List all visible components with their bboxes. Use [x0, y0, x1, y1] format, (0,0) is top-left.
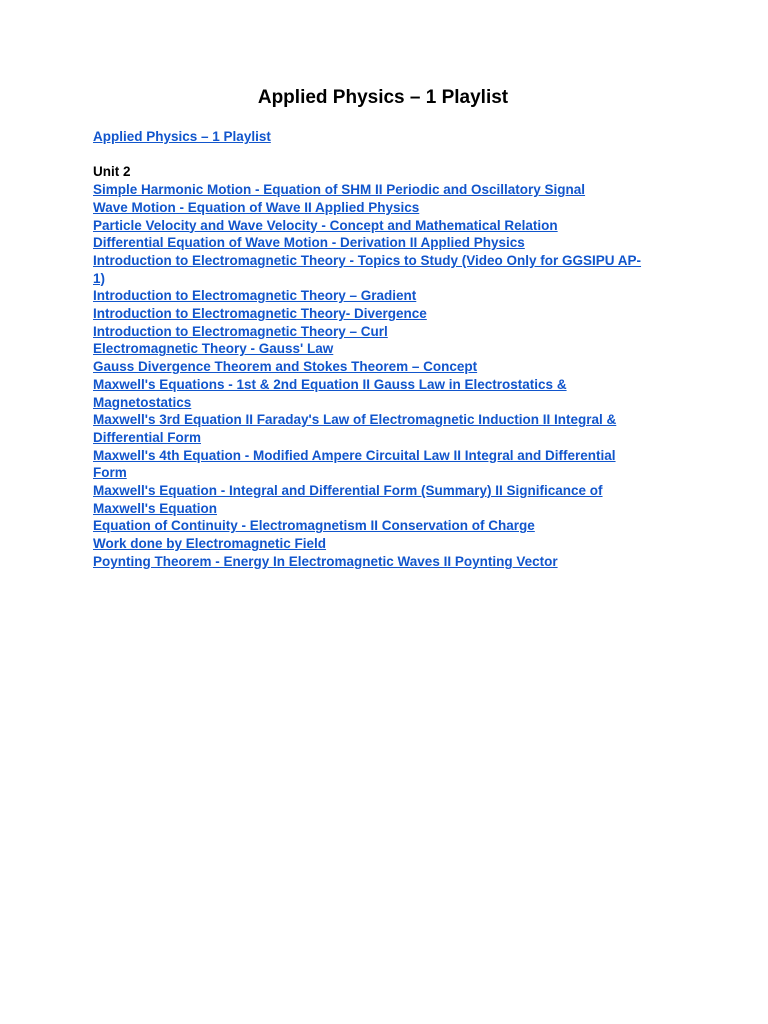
- list-item: [93, 305, 653, 323]
- video-link[interactable]: Particle Velocity and Wave Velocity - Concept and Mathematical Relation: [93, 217, 558, 233]
- list-item: [93, 553, 653, 571]
- video-link[interactable]: Equation of Continuity - Electromagnetism II Conservation of Charge: [93, 518, 535, 534]
- video-link[interactable]: Introduction to Electromagnetic Theory- Divergence: [93, 306, 427, 322]
- video-link[interactable]: Introduction to Electromagnetic Theory - Topics to Study (Video Only for GGSIPU AP-1): [93, 252, 642, 286]
- video-link[interactable]: Poynting Theorem - Energy In Electromagnetic Waves II Poynting Vector: [93, 553, 558, 569]
- section-heading: Unit 2: [93, 164, 131, 180]
- list-item: [93, 411, 653, 446]
- video-link[interactable]: Electromagnetic Theory - Gauss' Law: [93, 341, 334, 357]
- video-link[interactable]: Differential Equation of Wave Motion - Derivation II Applied Physics: [93, 235, 525, 251]
- video-link[interactable]: Work done by Electromagnetic Field: [93, 536, 327, 552]
- list-item: [93, 376, 653, 411]
- playlist-link[interactable]: Applied Physics – 1 Playlist: [93, 129, 271, 144]
- document-body: [93, 128, 653, 571]
- list-item: [93, 252, 653, 287]
- video-link[interactable]: Wave Motion - Equation of Wave II Applied Physics: [93, 199, 420, 215]
- video-link[interactable]: Introduction to Electromagnetic Theory – Curl: [93, 323, 388, 339]
- list-item: [93, 447, 653, 482]
- list-item: [93, 181, 653, 199]
- list-item: [93, 535, 653, 553]
- list-item: [93, 323, 653, 341]
- video-link[interactable]: Maxwell's Equation - Integral and Differential Form (Summary) II Significance of Maxwell's Equation: [93, 483, 603, 516]
- list-item: [93, 234, 653, 252]
- video-link[interactable]: Introduction to Electromagnetic Theory – Gradient: [93, 288, 417, 304]
- list-item: [93, 517, 653, 535]
- list-item: [93, 199, 653, 217]
- page-title: Applied Physics – 1 Playlist: [257, 87, 509, 108]
- list-item: [93, 482, 653, 517]
- list-item: [93, 287, 653, 305]
- video-link[interactable]: Maxwell's 3rd Equation II Faraday's Law of Electromagnetic Induction II Integral & Differential Form: [93, 412, 617, 445]
- list-item: [93, 340, 653, 358]
- video-link[interactable]: Maxwell's Equations - 1st & 2nd Equation II Gauss Law in Electrostatics & Magnetostatics: [93, 376, 567, 410]
- video-link-list: [93, 181, 653, 570]
- video-link[interactable]: Gauss Divergence Theorem and Stokes Theorem – Concept: [93, 359, 478, 375]
- list-item: [93, 217, 653, 235]
- list-item: [93, 358, 653, 376]
- video-link[interactable]: Simple Harmonic Motion - Equation of SHM II Periodic and Oscillatory Signal: [93, 182, 586, 198]
- video-link[interactable]: Maxwell's 4th Equation - Modified Ampere Circuital Law II Integral and Differential Form: [93, 447, 616, 481]
